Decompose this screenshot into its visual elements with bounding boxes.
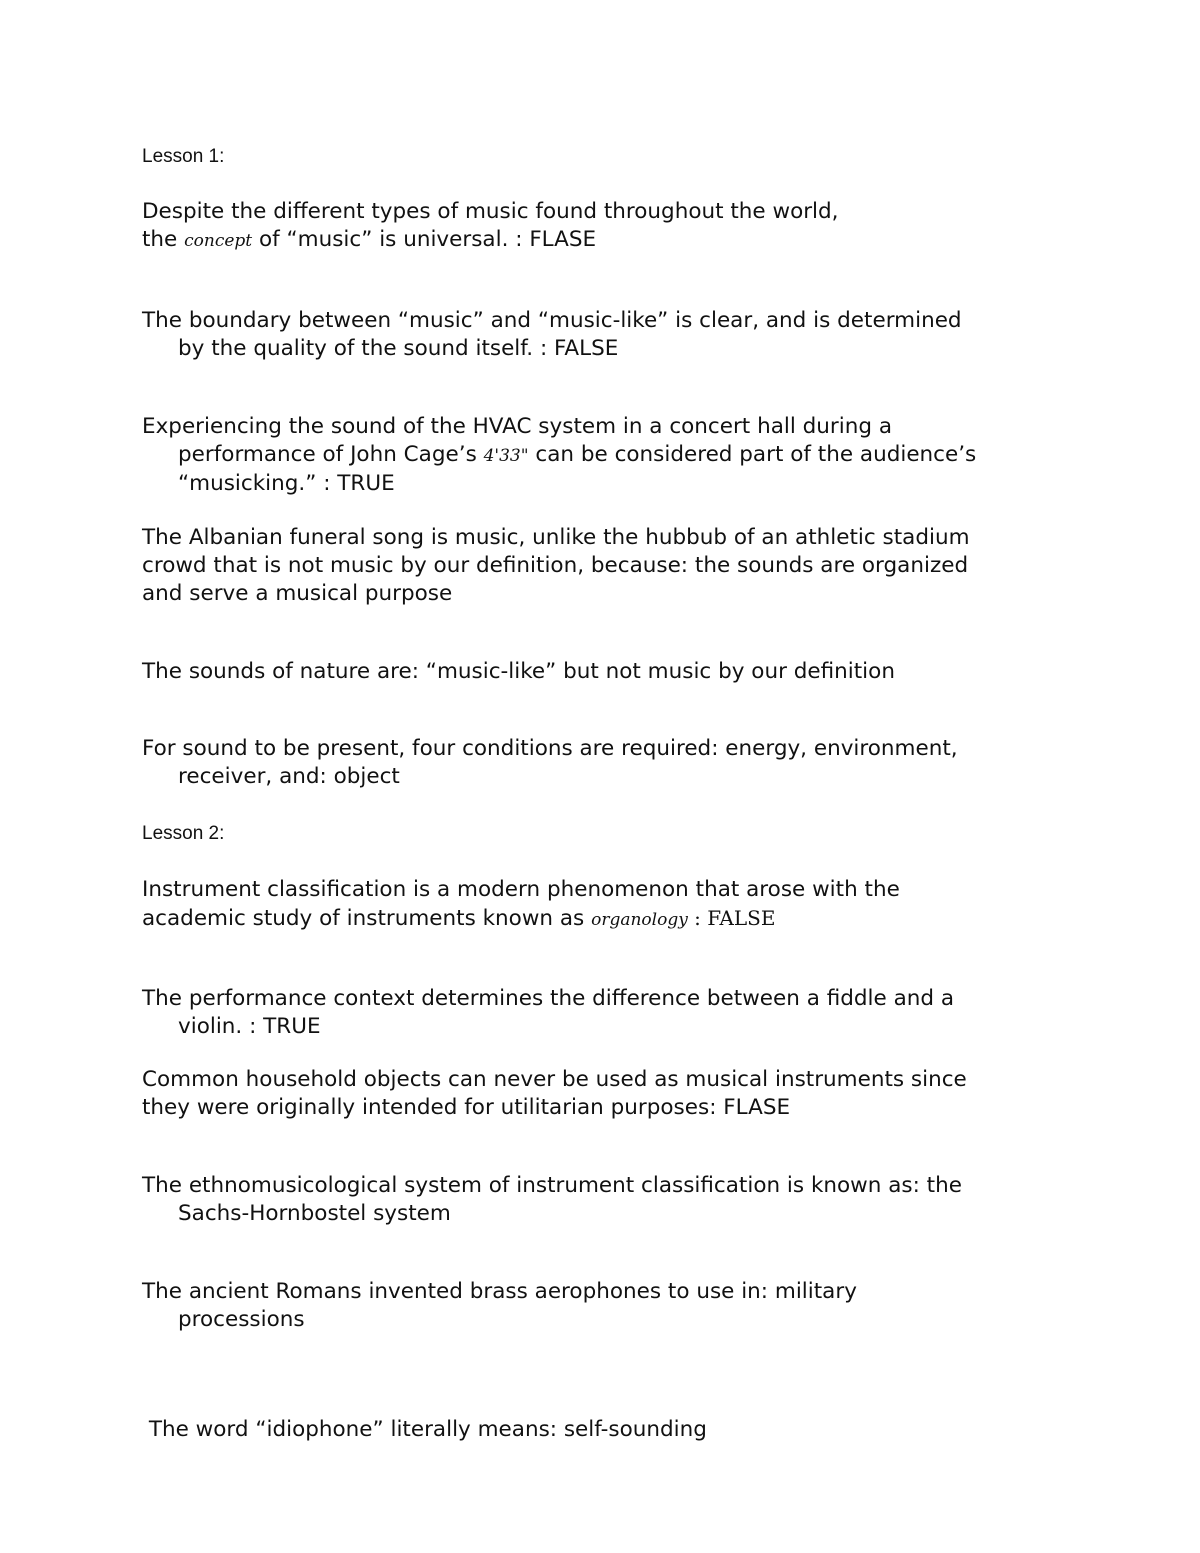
question-line: The ancient Romans invented brass aerophones to use in: military	[142, 1279, 857, 1304]
question-text: of “music” is universal. : FLASE	[252, 227, 597, 252]
question-line: The sounds of nature are: “music-like” but not music by our definition	[142, 659, 895, 684]
emphasis-term: organology	[591, 910, 688, 930]
emphasis-term: concept	[184, 231, 253, 251]
question-line: The Albanian funeral song is music, unlike the hubbub of an athletic stadium	[142, 525, 970, 550]
question-line: The word “idiophone” literally means: self-sounding	[142, 1417, 707, 1442]
lesson-2-question-2	[142, 985, 1072, 1041]
question-line: The ethnomusicological system of instrument classification is known as: the	[142, 1173, 962, 1198]
lesson-1-question-3	[142, 413, 1072, 498]
question-line: “musicking.” : TRUE	[178, 471, 395, 496]
question-line: Instrument classification is a modern phenomenon that arose with the	[142, 877, 900, 902]
lesson-1-question-6	[142, 735, 1072, 791]
question-line: Common household objects can never be used as musical instruments since	[142, 1067, 967, 1092]
question-line: crowd that is not music by our definition, because: the sounds are organized	[142, 553, 969, 578]
question-line: For sound to be present, four conditions are required: energy, environment,	[142, 736, 958, 761]
lesson-1-question-5	[142, 658, 1072, 686]
lesson-1-question-2	[142, 307, 1072, 363]
question-text: can be considered part of the audience’s	[528, 442, 977, 467]
question-text: academic study of instruments known as	[142, 906, 592, 931]
lesson-1-question-1	[142, 198, 1072, 255]
question-line: they were originally intended for utilitarian purposes: FLASE	[142, 1095, 791, 1120]
lesson-2-question-6	[142, 1360, 1072, 1500]
question-text: performance of John Cage’s	[178, 442, 484, 467]
lesson-1-question-4	[142, 524, 1072, 608]
question-line: Experiencing the sound of the HVAC system in a concert hall during a	[142, 414, 893, 439]
question-line: by the quality of the sound itself. : FALSE	[178, 336, 619, 361]
question-line: The performance context determines the difference between a fiddle and a	[142, 986, 955, 1011]
question-line: The boundary between “music” and “music-like” is clear, and is determined	[142, 308, 962, 333]
question-text: the	[142, 227, 185, 252]
lesson-2-question-4	[142, 1172, 1072, 1228]
lesson-1-heading: Lesson 1:	[142, 146, 225, 167]
question-line: receiver, and: object	[178, 764, 400, 789]
question-line	[142, 904, 1072, 934]
question-line: Despite the different types of music found throughout the world,	[142, 199, 839, 224]
question-line	[142, 226, 1072, 255]
question-line: Sachs-Hornbostel system	[178, 1201, 451, 1226]
emphasis-term: 4'33"	[483, 446, 529, 466]
question-line	[142, 441, 1072, 470]
lesson-2-question-5	[142, 1278, 1072, 1334]
lesson-2-question-1	[142, 876, 1072, 934]
lesson-2-heading: Lesson 2:	[142, 823, 225, 844]
question-line: and serve a musical purpose	[142, 581, 453, 606]
lesson-2-question-3	[142, 1066, 1072, 1122]
question-text: : FALSE	[687, 906, 776, 930]
question-line: violin. : TRUE	[178, 1014, 321, 1039]
question-line: processions	[178, 1307, 305, 1332]
